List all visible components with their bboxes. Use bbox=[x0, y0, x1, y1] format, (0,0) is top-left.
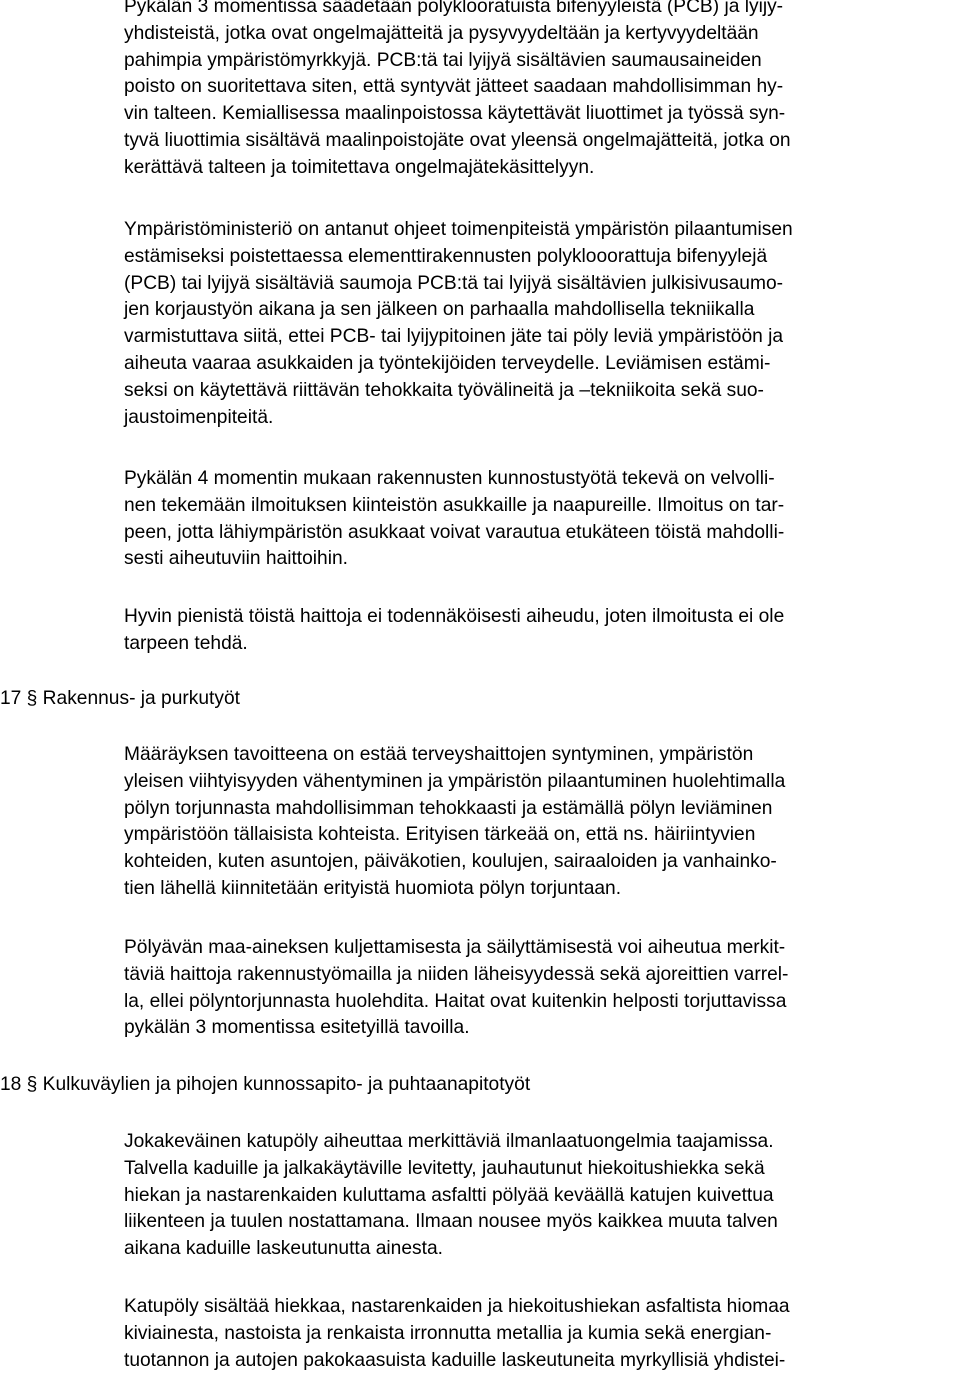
text-line: tuotannon ja autojen pakokaasuista kaduille laskeutuneita myrkyllisiä yhdistei- bbox=[124, 1349, 786, 1371]
text-line: vin talteen. Kemiallisessa maalinpoistossa käytettävät liuottimet ja työssä syn- bbox=[124, 103, 786, 125]
text-line: la, ellei pölyntorjunnasta huolehdita. Haitat ovat kuitenkin helposti torjuttavissa bbox=[124, 990, 787, 1012]
section-heading-17: 17 § Rakennus- ja purkutyöt bbox=[0, 688, 240, 709]
paragraph-17-soil-transport bbox=[124, 935, 956, 1042]
text-line: Pykälän 3 momentissa säädetään polyklooratuista bifenyyleistä (PCB) ja lyijy- bbox=[124, 0, 784, 17]
text-line: jaustoimenpiteitä. bbox=[124, 406, 274, 428]
text-line: peen, jotta lähiympäristön asukkaat voivat varautua etukäteen töistä mahdolli- bbox=[124, 521, 785, 543]
text-line: Jokakeväinen katupöly aiheuttaa merkittäviä ilmanlaatuongelmia taajamissa. bbox=[124, 1131, 774, 1152]
section-heading-18: 18 § Kulkuväylien ja pihojen kunnossapito- ja puhtaanapitotyöt bbox=[0, 1074, 531, 1095]
text-line: Katupöly sisältää hiekkaa, nastarenkaiden ja hiekoitushiekan asfaltista hiomaa bbox=[124, 1296, 790, 1317]
text-line: Pykälän 4 momentin mukaan rakennusten kunnostustyötä tekevä on velvolli- bbox=[124, 468, 775, 489]
text-line: sesti aiheutuviin haittoihin. bbox=[124, 548, 348, 570]
text-line: aikana kaduille laskeutunutta ainesta. bbox=[124, 1238, 443, 1260]
text-line: yleisen viihtyisyyden vähentyminen ja ympäristön pilaantuminen huolehtimalla bbox=[124, 770, 786, 792]
text-line: Ympäristöministeriö on antanut ohjeet toimenpiteistä ympäristön pilaantumisen bbox=[124, 219, 793, 240]
text-line: jen korjaustyön aikana ja sen jälkeen on parhaalla mahdollisella tekniikalla bbox=[124, 299, 755, 321]
text-line: täviä haittoja rakennustyömailla ja niiden läheisyydessä sekä ajoreittien varrel- bbox=[124, 963, 789, 985]
text-line: pykälän 3 momentissa esitetyillä tavoilla. bbox=[124, 1017, 470, 1039]
paragraph-17-goal bbox=[124, 742, 956, 903]
text-line: (PCB) tai lyijyä sisältäviä saumoja PCB:tä tai lyijyä sisältävien julkisivusaumo- bbox=[124, 272, 783, 294]
text-line: liikenteen ja tuulen nostattamana. Ilmaan nousee myös kaikkea muuta talven bbox=[124, 1211, 778, 1233]
paragraph-pcb-lead bbox=[124, 0, 956, 182]
paragraph-18-dust-content bbox=[124, 1294, 956, 1374]
paragraph-18-street-dust bbox=[124, 1129, 956, 1263]
text-line: nen tekemään ilmoituksen kiinteistön asukkaille ja naapureille. Ilmoitus on tar- bbox=[124, 494, 785, 516]
text-line: yhdisteistä, jotka ovat ongelmajätteitä ja pysyvyydeltään ja kertyvyydeltään bbox=[124, 22, 759, 44]
text-line: kiviainesta, nastoista ja renkaista irronnutta metallia ja kumia sekä energian- bbox=[124, 1322, 772, 1344]
text-line: aiheuta vaaraa asukkaiden ja työntekijöiden terveydelle. Leviämisen estämi- bbox=[124, 352, 771, 374]
text-line: Määräyksen tavoitteena on estää terveyshaittojen syntyminen, ympäristön bbox=[124, 744, 754, 765]
paragraph-small-works bbox=[124, 604, 956, 658]
text-line: Pölyävän maa-aineksen kuljettamisesta ja säilyttämisestä voi aiheutua merkit- bbox=[124, 937, 786, 958]
text-line: tyvä liuottimia sisältävä maalinpoistojäte ovat yleensä ongelmajätteitä, jotka on bbox=[124, 129, 791, 151]
paragraph-ministry-guidance bbox=[124, 217, 956, 431]
text-line: kohteiden, kuten asuntojen, päiväkotien, koulujen, sairaaloiden ja vanhainko- bbox=[124, 851, 777, 873]
paragraph-notification-duty bbox=[124, 466, 956, 573]
text-line: pahimpia ympäristömyrkkyjä. PCB:tä tai lyijyä sisältävien saumausaineiden bbox=[124, 49, 762, 71]
text-line: Talvella kaduille ja jalkakäytäville levitetty, jauhautunut hiekoitushiekka sekä bbox=[124, 1157, 765, 1179]
text-line: tien lähellä kiinnitetään erityistä huomiota pölyn torjuntaan. bbox=[124, 877, 622, 899]
text-line: tarpeen tehdä. bbox=[124, 632, 248, 654]
text-line: poisto on suoritettava siten, että syntyvät jätteet saadaan mahdollisimman hy- bbox=[124, 76, 784, 98]
text-line: kerättävä talteen ja toimitettava ongelmajätekäsittelyyn. bbox=[124, 156, 595, 178]
text-line: seksi on käytettävä riittävän tehokkaita työvälineitä ja –tekniikoita sekä suo- bbox=[124, 379, 764, 401]
text-line: estämiseksi poistettaessa elementtirakennusten polyklooorattuja bifenyylejä bbox=[124, 245, 768, 267]
text-line: ympäristöön tällaisista kohteista. Erityisen tärkeää on, että ns. häiriintyvien bbox=[124, 824, 756, 846]
text-line: hiekan ja nastarenkaiden kuluttama asfaltti pölyää keväällä katujen kuivettua bbox=[124, 1184, 774, 1206]
text-line: varmistuttava siitä, ettei PCB- tai lyijypitoinen jäte tai pöly leviä ympäristöön ja bbox=[124, 326, 784, 348]
text-line: pölyn torjunnasta mahdollisimman tehokkaasti ja estämällä pölyn leviäminen bbox=[124, 797, 773, 819]
text-line: Hyvin pienistä töistä haittoja ei todennäköisesti aiheudu, joten ilmoitusta ei ole bbox=[124, 606, 785, 627]
